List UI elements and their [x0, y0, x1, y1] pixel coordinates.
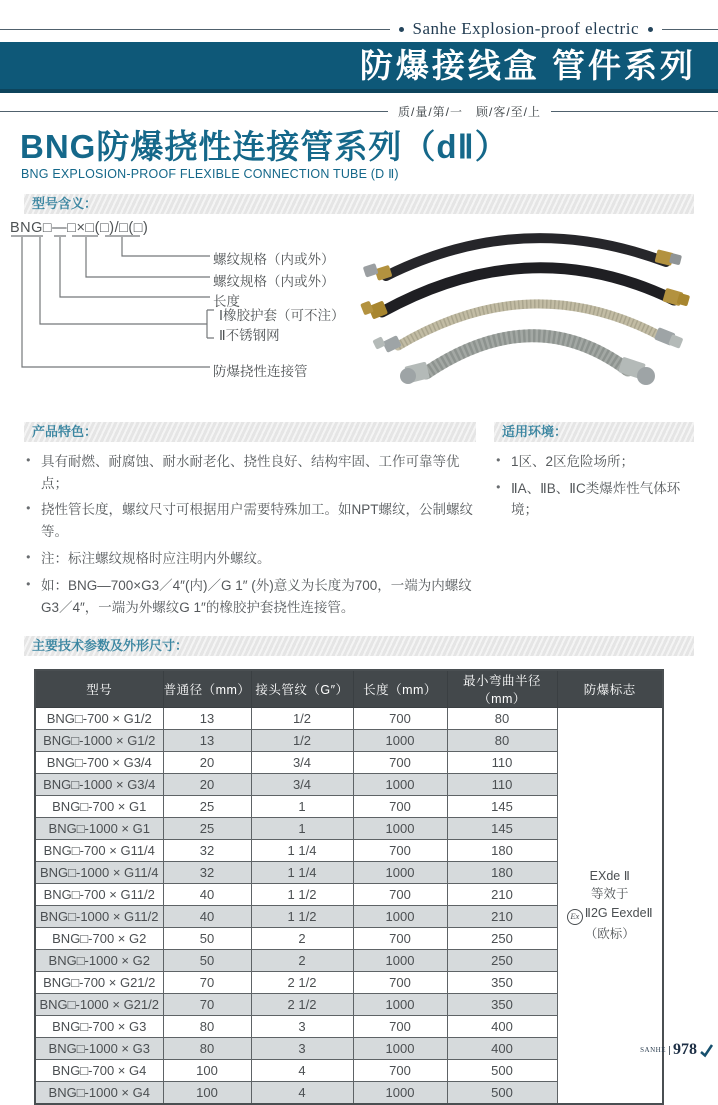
spec-cell: 1 1/4: [251, 861, 353, 883]
spec-cell: 1000: [353, 1081, 447, 1104]
spec-cell: 500: [447, 1059, 557, 1081]
spec-cell: BNG□-1000 × G2: [35, 949, 163, 971]
diagram-label-rubber-sheath: Ⅰ橡胶护套（可不注）: [219, 307, 345, 323]
feature-item: ● 挠性管长度，螺纹尺寸可根据用户需要特殊加工。如NPT螺纹，公制螺纹等。: [26, 499, 476, 543]
spec-cell: 13: [163, 729, 251, 751]
model-code-diagram: [10, 218, 362, 400]
spec-cell: BNG□-1000 × G11/2: [35, 905, 163, 927]
corrugated-hose: [400, 335, 655, 384]
bullet-dot-icon: [399, 27, 404, 32]
spec-table-body: [35, 707, 663, 1104]
spec-cell: 20: [163, 751, 251, 773]
spec-cell: 180: [447, 839, 557, 861]
rubber-hose-1: [363, 238, 682, 281]
features-list: [26, 451, 476, 619]
spec-cell: 1 1/2: [251, 883, 353, 905]
column-header-length: 长度（mm）: [353, 670, 447, 708]
spec-cell: BNG□-1000 × G21/2: [35, 993, 163, 1015]
spec-cell: 20: [163, 773, 251, 795]
spec-cell: 50: [163, 949, 251, 971]
atex-ex-icon: Ex: [567, 909, 583, 925]
page-subtitle: BNG EXPLOSION-PROOF FLEXIBLE CONNECTION TUBE (D Ⅱ): [21, 166, 399, 181]
spec-cell: 1000: [353, 1037, 447, 1059]
catalog-page: [0, 19, 718, 1100]
ex-mark-line: Ex Ⅱ2G EexdeⅡ: [558, 904, 663, 925]
checkmark-swoosh-icon: [700, 1044, 713, 1057]
spec-cell: 80: [447, 729, 557, 751]
spec-cell: 700: [353, 1059, 447, 1081]
spec-cell: 700: [353, 795, 447, 817]
features-column: [24, 422, 476, 624]
spec-cell: 1000: [353, 729, 447, 751]
spec-cell: 13: [163, 707, 251, 729]
spec-cell: 3/4: [251, 751, 353, 773]
diagram-label-thread-spec-2: 螺纹规格（内或外）: [213, 273, 335, 289]
spec-cell: 700: [353, 751, 447, 773]
spec-cell: 700: [353, 1015, 447, 1037]
spec-cell: BNG□-700 × G1/2: [35, 707, 163, 729]
spec-cell: 4: [251, 1081, 353, 1104]
spec-table: [34, 669, 664, 1105]
environment-item: ● 1区、2区危险场所；: [496, 451, 694, 473]
spec-cell: 1000: [353, 861, 447, 883]
divider: [551, 111, 718, 112]
spec-cell: 210: [447, 883, 557, 905]
spec-cell: BNG□-1000 × G4: [35, 1081, 163, 1104]
spec-cell: 400: [447, 1037, 557, 1059]
spec-cell: 110: [447, 773, 557, 795]
spec-cell: 4: [251, 1059, 353, 1081]
spec-cell: 70: [163, 993, 251, 1015]
spec-cell: 700: [353, 971, 447, 993]
spec-cell: 40: [163, 905, 251, 927]
spec-cell: BNG□-700 × G2: [35, 927, 163, 949]
divider: [662, 29, 718, 30]
feature-item: ● 如：BNG—700×G3／4″(内)／G 1″ (外)意义为长度为700，一端为内螺纹G3／4″，一端为外螺纹G 1″的橡胶护套挠性连接管。: [26, 575, 476, 619]
spec-cell: 700: [353, 927, 447, 949]
spec-cell: 2: [251, 927, 353, 949]
footer-brand: SANHE: [640, 1046, 666, 1054]
divider: [0, 111, 388, 112]
column-header-model: 型号: [35, 670, 163, 708]
spec-cell: 3/4: [251, 773, 353, 795]
spec-cell: 1000: [353, 993, 447, 1015]
diagram-label-thread-spec-1: 螺纹规格（内或外）: [213, 251, 335, 267]
ex-mark-line: EXde Ⅱ: [589, 868, 630, 883]
spec-cell: 700: [353, 883, 447, 905]
spec-cell: 32: [163, 861, 251, 883]
spec-cell: BNG□-700 × G11/2: [35, 883, 163, 905]
ex-mark-line: （欧标）: [584, 927, 635, 942]
spec-cell: 1000: [353, 817, 447, 839]
spec-cell: 700: [353, 839, 447, 861]
diagram-label-stainless-mesh: Ⅱ不锈钢网: [219, 327, 280, 343]
spec-cell: 110: [447, 751, 557, 773]
environment-column: [494, 422, 694, 624]
spec-cell: BNG□-700 × G21/2: [35, 971, 163, 993]
spec-cell: 250: [447, 927, 557, 949]
section-header-features: 产品特色：: [24, 422, 476, 442]
spec-cell: 210: [447, 905, 557, 927]
spec-cell: 2 1/2: [251, 971, 353, 993]
brand-row: [0, 20, 718, 38]
spec-cell: 80: [163, 1037, 251, 1059]
column-header-min-bend-radius: 最小弯曲半径（mm）: [447, 670, 557, 708]
spec-cell: 350: [447, 971, 557, 993]
spec-cell: 400: [447, 1015, 557, 1037]
spec-cell: 500: [447, 1081, 557, 1104]
spec-cell: 25: [163, 817, 251, 839]
spec-cell: 100: [163, 1059, 251, 1081]
spec-cell: 50: [163, 927, 251, 949]
page-footer: [640, 1042, 713, 1058]
spec-cell: 1000: [353, 949, 447, 971]
table-header-row: [35, 670, 663, 708]
ex-mark-line: 等效于: [590, 887, 629, 902]
spec-cell: 3: [251, 1037, 353, 1059]
spec-cell: BNG□-1000 × G11/4: [35, 861, 163, 883]
spec-cell: 70: [163, 971, 251, 993]
rubber-hose-2: [360, 267, 690, 319]
spec-cell: 80: [447, 707, 557, 729]
hoses-illustration: [362, 218, 692, 404]
diagram-label-length: 长度: [213, 293, 240, 309]
spec-cell: 1 1/2: [251, 905, 353, 927]
divider: [0, 29, 390, 30]
spec-cell: 40: [163, 883, 251, 905]
brand-tagline: Sanhe Explosion-proof electric: [412, 19, 639, 38]
spec-cell: 100: [163, 1081, 251, 1104]
spec-cell: 145: [447, 795, 557, 817]
table-row: [35, 707, 663, 729]
section-header-specs: 主要技术参数及外形尺寸：: [24, 636, 694, 656]
product-photo: [362, 218, 712, 408]
page-title: BNG防爆挠性连接管系列（dⅡ）: [20, 128, 509, 165]
spec-cell: 25: [163, 795, 251, 817]
spec-cell: BNG□-700 × G1: [35, 795, 163, 817]
model-meaning-block: [0, 218, 718, 408]
environment-item: ● ⅡA、ⅡB、ⅡC类爆炸性气体环境；: [496, 478, 694, 522]
spec-cell: 1: [251, 795, 353, 817]
spec-cell: 80: [163, 1015, 251, 1037]
spec-cell: 1000: [353, 773, 447, 795]
spec-cell: BNG□-1000 × G3/4: [35, 773, 163, 795]
spec-cell: BNG□-700 × G4: [35, 1059, 163, 1081]
feature-item: ● 注：标注螺纹规格时应注明内外螺纹。: [26, 548, 476, 570]
spec-cell: 350: [447, 993, 557, 1015]
divider: [669, 1046, 670, 1055]
section-header-environment: 适用环境：: [494, 422, 694, 442]
spec-cell: 2 1/2: [251, 993, 353, 1015]
page-number: 978: [673, 1041, 697, 1058]
spec-cell: 145: [447, 817, 557, 839]
spec-cell: 1 1/4: [251, 839, 353, 861]
spec-cell: BNG□-700 × G3: [35, 1015, 163, 1037]
spec-cell: 32: [163, 839, 251, 861]
bullet-dot-icon: [648, 27, 653, 32]
spec-cell: 1/2: [251, 729, 353, 751]
column-header-ex-mark: 防爆标志: [557, 670, 663, 708]
spec-cell: 2: [251, 949, 353, 971]
feature-item: ● 具有耐燃、耐腐蚀、耐水耐老化、挠性良好、结构牢固、工作可靠等优点；: [26, 451, 476, 495]
spec-cell: BNG□-700 × G11/4: [35, 839, 163, 861]
quality-slogan: 质/量/第/一 顾/客/至/上: [398, 104, 542, 119]
column-header-thread: 接头管纹（G″）: [251, 670, 353, 708]
spec-cell: BNG□-700 × G3/4: [35, 751, 163, 773]
features-environment-row: [24, 422, 694, 624]
spec-cell: 250: [447, 949, 557, 971]
diagram-label-flexible-tube: 防爆挠性连接管: [213, 363, 308, 379]
spec-cell: 1/2: [251, 707, 353, 729]
spec-cell: BNG□-1000 × G1/2: [35, 729, 163, 751]
spec-cell: 180: [447, 861, 557, 883]
spec-cell: BNG□-1000 × G3: [35, 1037, 163, 1059]
spec-cell: 3: [251, 1015, 353, 1037]
braided-hose: [372, 304, 683, 353]
slogan-row: [0, 104, 718, 118]
spec-cell: BNG□-1000 × G1: [35, 817, 163, 839]
spec-cell: 700: [353, 707, 447, 729]
series-banner: 防爆接线盒 管件系列: [0, 42, 718, 93]
spec-cell: 1000: [353, 905, 447, 927]
spec-cell: 1: [251, 817, 353, 839]
column-header-diameter: 普通径（mm）: [163, 670, 251, 708]
environment-list: [496, 451, 694, 522]
section-header-model-meaning: 型号含义：: [24, 194, 694, 214]
model-code: BNG□—□×□(□)/□(□): [10, 219, 149, 236]
